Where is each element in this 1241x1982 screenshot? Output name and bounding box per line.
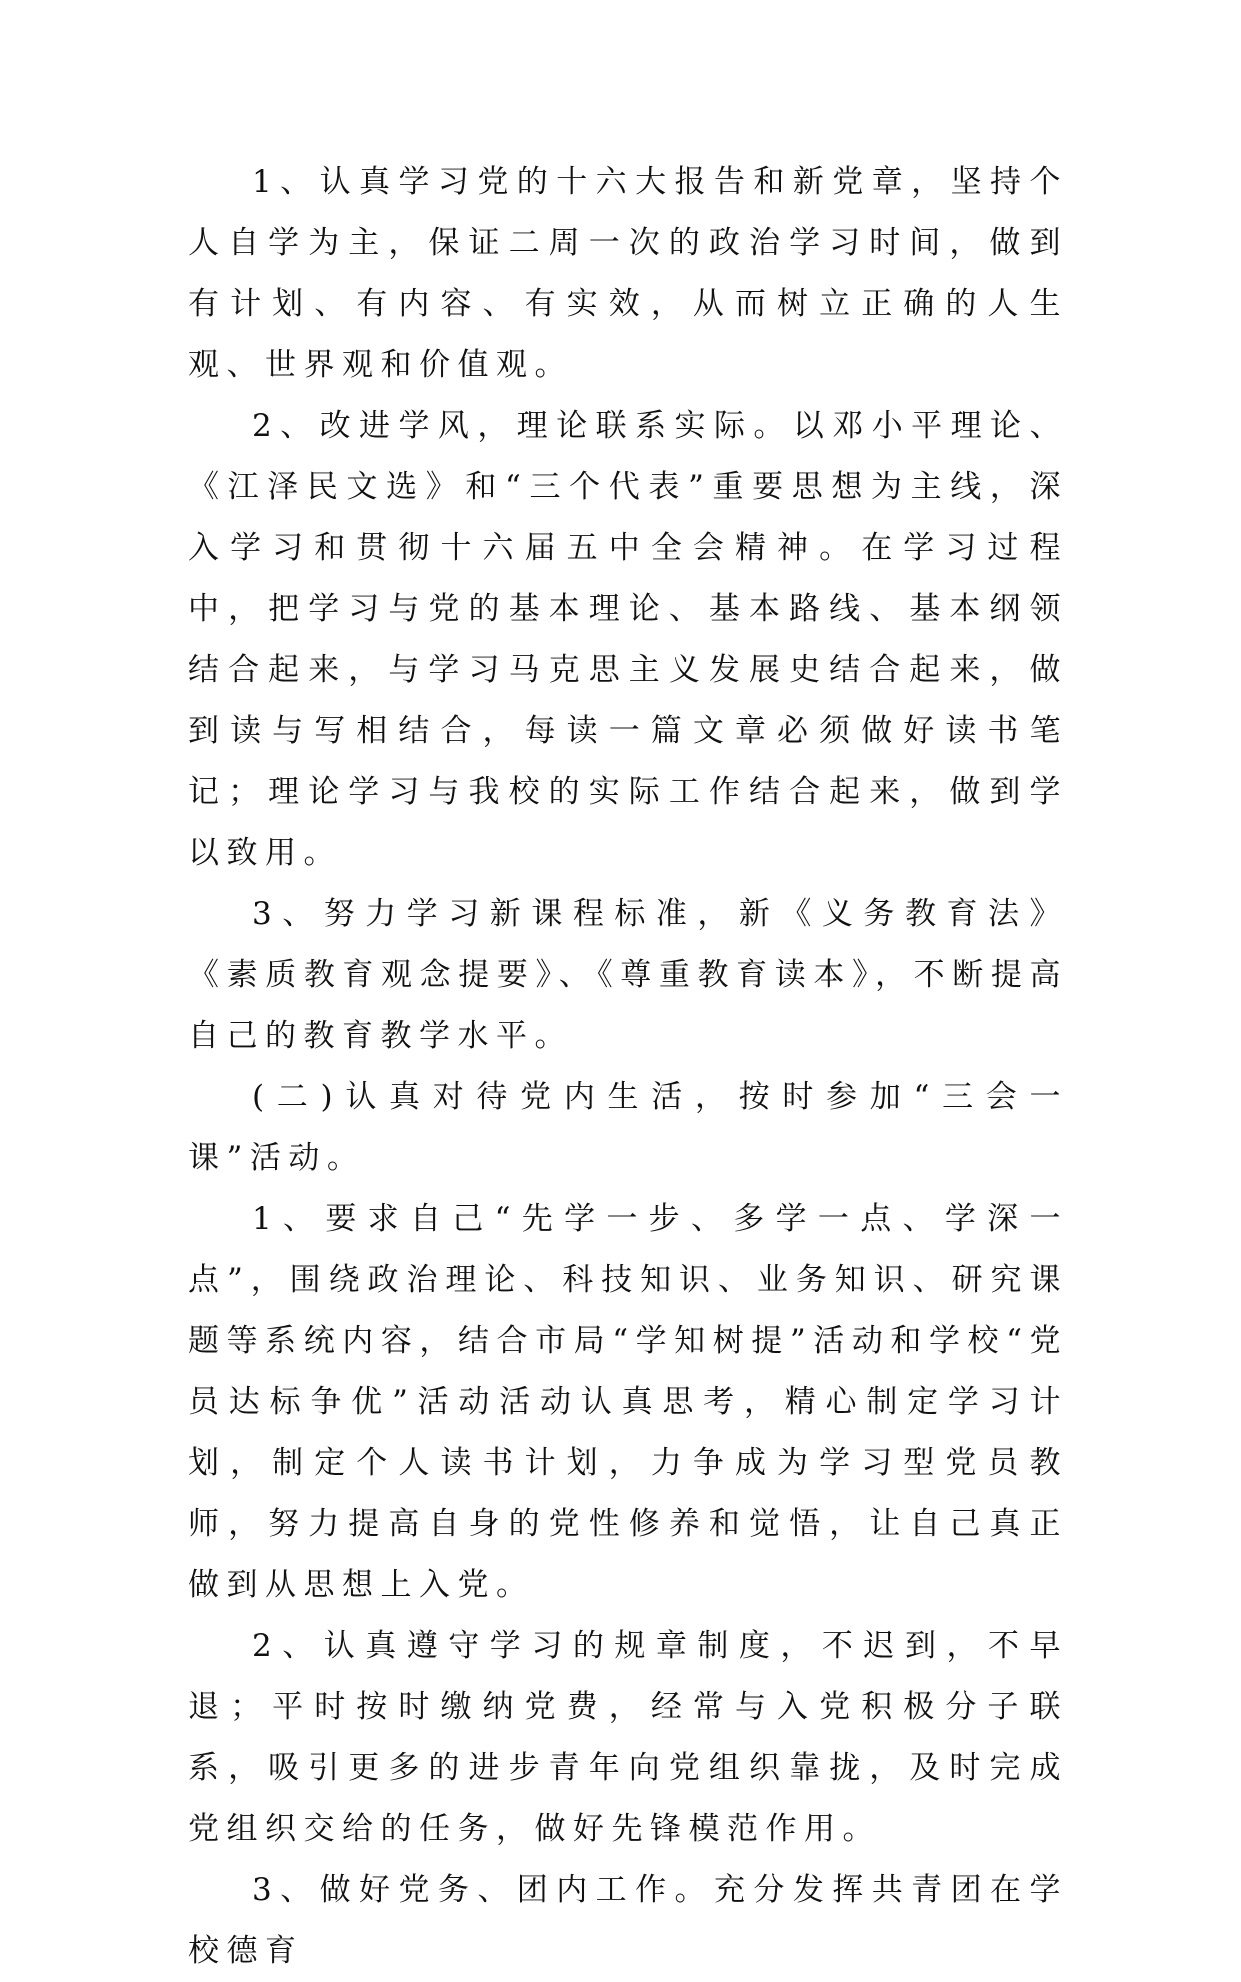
paragraph-3: 3、努力学习新课程标准，新《义务教育法》《素质教育观念提要》、《尊重教育读本》，不断提高自己的教育教学水平。 <box>188 896 1068 1054</box>
paragraph-6: 3、做好党务、团内工作。充分发挥共青团在学校德育 <box>188 1872 1068 1969</box>
paragraph-1: 1、认真学习党的十六大报告和新党章，坚持个人自学为主，保证二周一次的政治学习时间，做到有计划、有内容、有实效，从而树立正确的人生观、世界观和价值观。 <box>188 164 1068 383</box>
paragraph-5: 2、认真遵守学习的规章制度，不迟到，不早退；平时按时缴纳党费，经常与入党积极分子联系，吸引更多的进步青年向党组织靠拢，及时完成党组织交给的任务，做好先锋模范作用。 <box>188 1628 1068 1847</box>
section-heading-2: (二)认真对待党内生活，按时参加“三会一课”活动。 <box>188 1079 1068 1176</box>
paragraph-2: 2、改进学风，理论联系实际。以邓小平理论、《江泽民文选》和“三个代表”重要思想为主线，深入学习和贯彻十六届五中全会精神。在学习过程中，把学习与党的基本理论、基本路线、基本纲领结合起来，与学习马克思主义发展史结合起来，做到读与写相结合，每读一篇文章必须做好读书笔记；理论学习与我校的实际工作结合起来，做到学以致用。 <box>188 408 1068 871</box>
paragraph-4: 1、要求自己“先学一步、多学一点、学深一点”，围绕政治理论、科技知识、业务知识、研究课题等系统内容，结合市局“学知树提”活动和学校“党员达标争优”活动活动认真思考，精心制定学习计划，制定个人读书计划，力争成为学习型党员教师，努力提高自身的党性修养和觉悟，让自己真正做到从思想上入党。 <box>188 1201 1068 1603</box>
document-body <box>188 152 1068 1982</box>
